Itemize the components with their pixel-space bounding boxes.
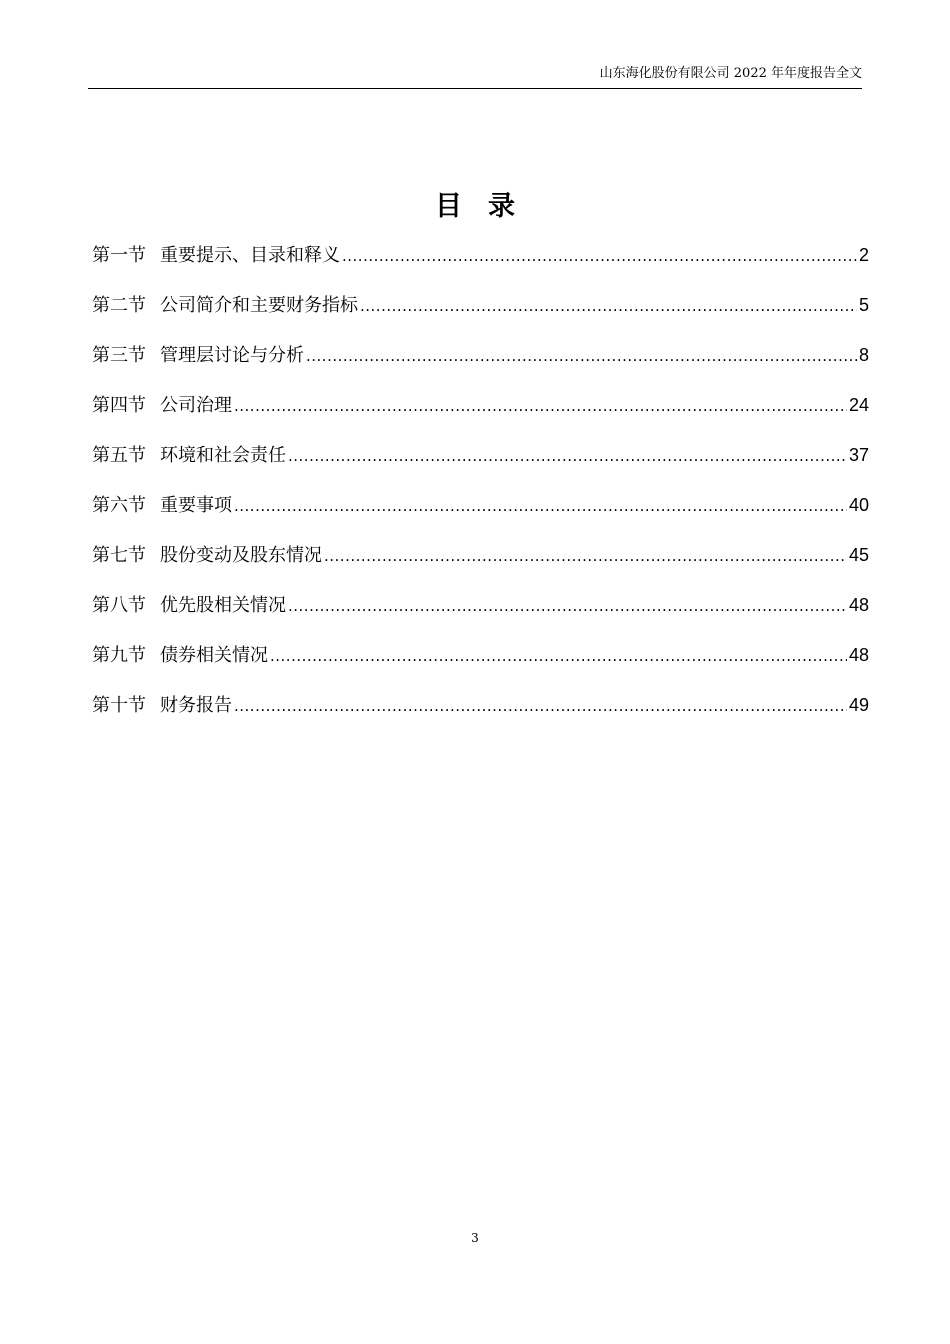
toc-dot-leader (234, 391, 847, 421)
toc-heading: 公司简介和主要财务指标 (160, 295, 358, 316)
toc-page-number: 2 (858, 245, 869, 265)
toc-entry[interactable] (92, 290, 869, 340)
toc-heading: 财务报告 (160, 695, 232, 716)
toc-heading: 重要事项 (160, 495, 232, 516)
toc-title: 目录 (435, 191, 541, 222)
page-number: 3 (471, 1231, 479, 1245)
toc-heading: 股份变动及股东情况 (160, 545, 322, 566)
toc-page-number: 48 (848, 595, 869, 615)
toc-dot-leader (360, 291, 857, 321)
toc-dot-leader (234, 691, 847, 721)
toc-section-number: 第六节 (92, 495, 146, 516)
toc-entry[interactable] (92, 490, 869, 540)
toc-section-number: 第三节 (92, 345, 146, 366)
toc-heading: 环境和社会责任 (160, 445, 286, 466)
toc-heading: 优先股相关情况 (160, 595, 286, 616)
page-header (88, 66, 862, 89)
toc-page-number: 40 (848, 495, 869, 515)
toc-page-number: 5 (858, 295, 869, 315)
toc-section-number: 第四节 (92, 395, 146, 416)
toc-dot-leader (234, 491, 847, 521)
toc-section-number: 第二节 (92, 295, 146, 316)
toc-page-number: 48 (848, 645, 869, 665)
toc-entry[interactable] (92, 690, 869, 740)
toc-entry[interactable] (92, 540, 869, 590)
toc-page-number: 45 (848, 545, 869, 565)
toc-entry[interactable] (92, 340, 869, 390)
toc-page-number: 37 (848, 445, 869, 465)
toc-dot-leader (306, 341, 857, 371)
toc-heading: 公司治理 (160, 395, 232, 416)
toc-dot-leader (324, 541, 847, 571)
toc-dot-leader (270, 641, 847, 671)
toc-section-number: 第九节 (92, 645, 146, 666)
toc-section-number: 第七节 (92, 545, 146, 566)
toc-page-number: 49 (848, 695, 869, 715)
toc-heading: 管理层讨论与分析 (160, 345, 304, 366)
toc-dot-leader (288, 441, 847, 471)
toc-page-number: 8 (858, 345, 869, 365)
toc-entry[interactable] (92, 590, 869, 640)
toc-section-number: 第一节 (92, 245, 146, 266)
toc-section-number: 第八节 (92, 595, 146, 616)
toc-entry[interactable] (92, 640, 869, 690)
toc-entry[interactable] (92, 390, 869, 440)
toc-page-number: 24 (848, 395, 869, 415)
toc-section-number: 第五节 (92, 445, 146, 466)
toc-entry[interactable] (92, 440, 869, 490)
table-of-contents (92, 240, 869, 740)
toc-section-number: 第十节 (92, 695, 146, 716)
toc-dot-leader (342, 241, 857, 271)
toc-heading: 债券相关情况 (160, 645, 268, 666)
toc-heading: 重要提示、目录和释义 (160, 245, 340, 266)
toc-dot-leader (288, 591, 847, 621)
toc-entry[interactable] (92, 240, 869, 290)
header-text: 山东海化股份有限公司 2022 年年度报告全文 (599, 66, 862, 81)
